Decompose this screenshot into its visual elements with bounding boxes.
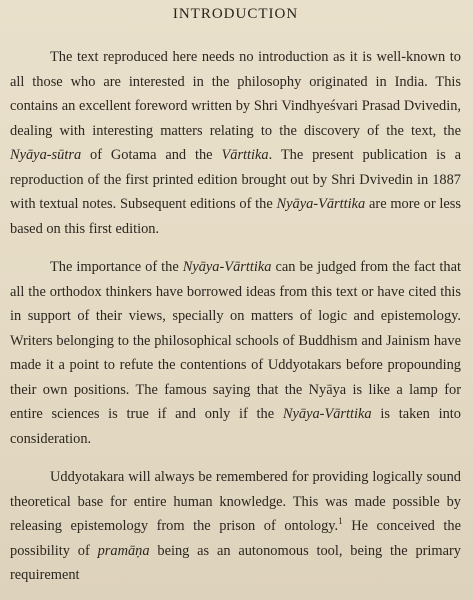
page-title: INTRODUCTION bbox=[172, 6, 299, 22]
text-run: Uddyotakara will always be remembered for providing logically sound theoretical base for entire human knowledge. This was made possible by releasing epistemology from the prison of ontology. bbox=[10, 469, 461, 534]
text-run: . The present publication is a reproduction of the first printed edition brought out by Shri Dvivedin in 1887 with textual notes. Subsequent editions of the bbox=[10, 147, 462, 212]
italic-term: Nyāya-Vārttika bbox=[182, 259, 272, 275]
text-run: The text reproduced here needs no introduction as it is well-known to all those who are interested in the philosophy originated in India. This contains an excellent foreword written by Shri Vindhyeśvari Prasad Dvivedin, dealing with interesting matters relating to the discovery of the text, the bbox=[10, 49, 461, 139]
footnote-marker: 1 bbox=[338, 516, 343, 527]
text-run: The importance of the bbox=[50, 259, 183, 275]
paragraph bbox=[10, 255, 461, 451]
text-run: of Gotama and the bbox=[81, 147, 222, 163]
italic-term: Vārttika bbox=[221, 147, 269, 163]
italic-term: pramāṇa bbox=[97, 542, 150, 559]
italic-term: Nyāya-sūtra bbox=[10, 147, 82, 163]
body-text bbox=[10, 45, 461, 588]
paragraph bbox=[10, 45, 461, 241]
text-run: being as an autonomous tool, being the primary requirement bbox=[10, 542, 462, 583]
text-run: can be judged from the fact that all the orthodox thinkers have borrowed ideas from this text or have cited this in support of their views, specially on matters of logic and epistemology. Writers belonging to the philosophical schools of Buddhism and Jainism have made it a point to refute the contentions of Uddyotakars before propounding their own positions. The famous saying that the Nyāya is like a lamp for entire sciences is true if and only if the bbox=[10, 259, 461, 422]
text-run: are more or less based on this first edition. bbox=[10, 196, 461, 237]
text-run: He conceived the possibility of bbox=[10, 518, 462, 559]
italic-term: Nyāya-Vārttika bbox=[282, 406, 372, 422]
text-run: is taken into consideration. bbox=[10, 406, 462, 447]
italic-term: Nyāya-Vārttika bbox=[276, 196, 366, 212]
paragraph bbox=[10, 465, 461, 588]
